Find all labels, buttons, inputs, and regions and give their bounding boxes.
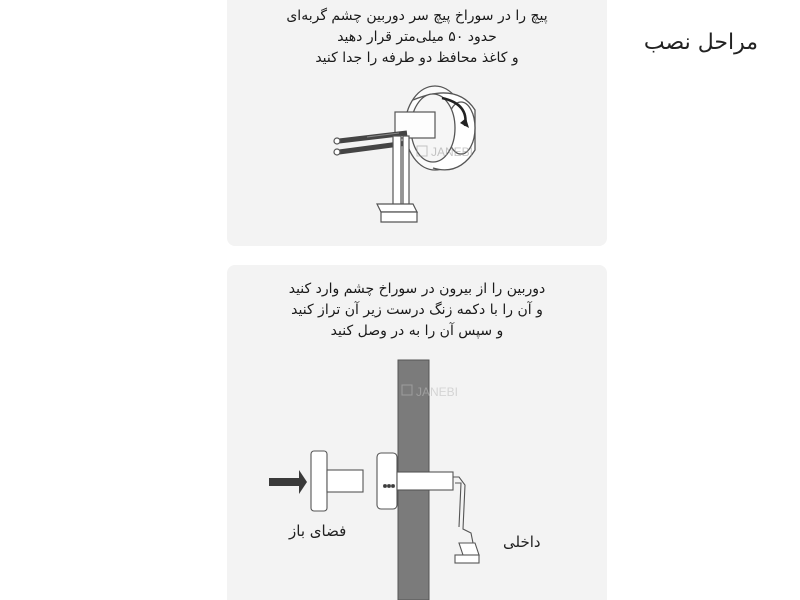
step-1-line-2: حدود ۵۰ میلی‌متر قرار دهید — [337, 29, 497, 45]
step-2-line-3: و سپس آن را به در وصل کنید — [330, 323, 504, 339]
step-2-line-2: و آن را با دکمه زنگ درست زیر آن تراز کنید — [291, 302, 543, 318]
connector — [455, 543, 479, 563]
watermark-text: JANEBI — [431, 145, 474, 159]
cable — [453, 477, 473, 543]
page-title: مراحل نصب — [643, 30, 758, 55]
push-arrow — [269, 470, 307, 494]
step-2-line-1: دوربین را از بیرون در سوراخ چشم وارد کنید — [288, 281, 546, 297]
watermark-text-2: JANEBI — [416, 385, 459, 399]
step-2-illustration — [227, 265, 607, 600]
step-1-card — [227, 0, 607, 246]
step-2-card — [227, 265, 607, 600]
step-1-illustration — [227, 0, 607, 246]
step-1-line-1: پیچ را در سوراخ پیچ سر دوربین چشم گربه‌ای — [286, 8, 548, 24]
outdoor-camera — [311, 451, 363, 511]
label-inside: داخلی — [503, 533, 541, 551]
step-1-line-3: و کاغذ محافظ دو طرفه را جدا کنید — [315, 50, 519, 66]
label-outside: فضای باز — [289, 522, 347, 540]
